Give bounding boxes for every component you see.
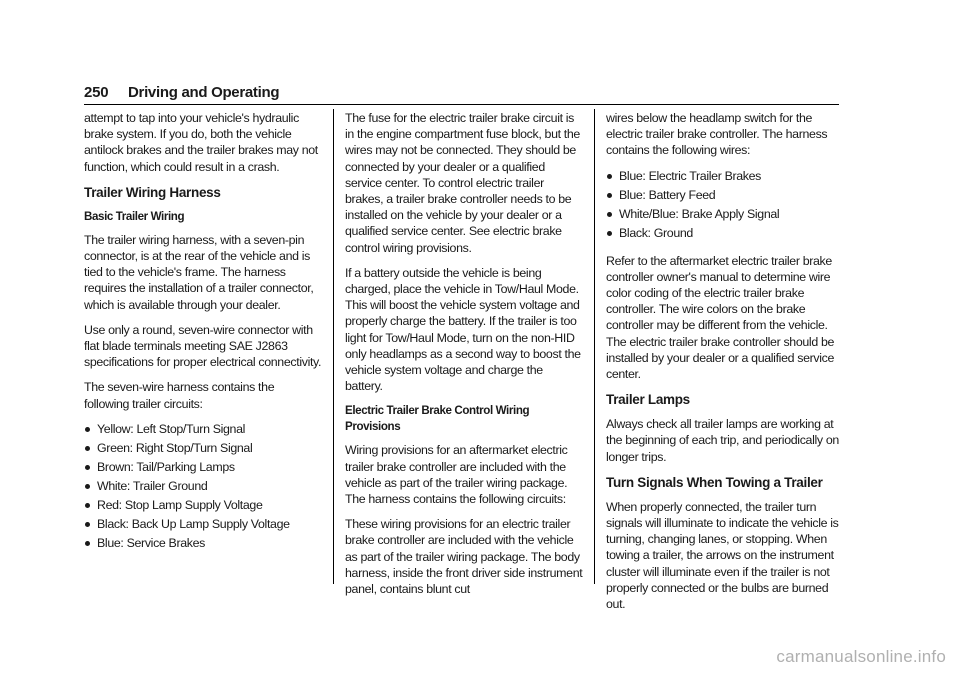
- col1-paragraph-1: The trailer wiring harness, with a seven-pin connector, is at the rear of the vehicle and is tied to the vehicle's frame. The harness requires the installation of a trailer connector, which is available through your dealer.: [84, 232, 314, 312]
- list-item: Black: Back Up Lamp Supply Voltage: [84, 516, 322, 535]
- col2-paragraph-4: These wiring provisions for an electric trailer brake controller are included with the vehicle as part of the trailer wiring package. The body harness, inside the front driver side instrument panel, contains blunt cut: [345, 517, 583, 597]
- col3-paragraph-4: When properly connected, the trailer turn signals will illuminate to indicate the vehicle is turning, changing lanes, or stopping. When towing a trailer, the arrows on the instrument cluster will illuminate even if the trailer is not properly connected or the bulbs are burned out.: [606, 499, 839, 612]
- heading-turn-signals: Turn Signals When Towing a Trailer: [606, 474, 823, 490]
- page-header: [84, 84, 839, 104]
- subheading-basic-trailer-wiring: Basic Trailer Wiring: [84, 209, 185, 223]
- list-item: White/Blue: Brake Apply Signal: [606, 206, 844, 225]
- list-item: Green: Right Stop/Turn Signal: [84, 440, 322, 459]
- list-item: Red: Stop Lamp Supply Voltage: [84, 497, 322, 516]
- col3-paragraph-3: Always check all trailer lamps are working at the beginning of each trip, and periodically on longer trips.: [606, 417, 839, 464]
- column-3: [606, 110, 844, 621]
- col3-paragraph-1: wires below the headlamp switch for the electric trailer brake controller. The harness contains the following wires:: [606, 111, 828, 158]
- header-rule: [84, 104, 839, 105]
- list-item: Black: Ground: [606, 225, 844, 244]
- brake-wires-list: [606, 168, 844, 244]
- column-divider: [333, 109, 334, 584]
- subheading-brake-control-wiring: Electric Trailer Brake Control Wiring Provisions: [345, 404, 530, 434]
- section-title: Driving and Operating: [128, 84, 280, 101]
- list-item: Blue: Service Brakes: [84, 535, 322, 554]
- col1-paragraph-3: The seven-wire harness contains the following trailer circuits:: [84, 380, 275, 411]
- col2-paragraph-1: The fuse for the electric trailer brake circuit is in the engine compartment fuse block, but the wires may not be connected. They should be connected by your dealer or a qualified service center. To control electric trailer brakes, a trailer brake controller needs to be installed on the vehicle by your dealer or a qualified service center. See electric brake control wiring provisions.: [345, 111, 580, 255]
- col2-paragraph-3: Wiring provisions for an aftermarket electric trailer brake controller are included with the vehicle as part of the trailer wiring package. The harness contains the following circuits:: [345, 443, 568, 507]
- page-number: 250: [84, 84, 109, 101]
- list-item: White: Trailer Ground: [84, 478, 322, 497]
- col2-paragraph-2: If a battery outside the vehicle is being charged, place the vehicle in Tow/Haul Mode. This will boost the vehicle system voltage and properly charge the battery. If the trailer is too light for Tow/Haul Mode, turn on the non-HID only headlamps as a second way to boost the vehicle system voltage and charge the battery.: [345, 265, 581, 394]
- heading-trailer-lamps: Trailer Lamps: [606, 392, 690, 408]
- heading-trailer-wiring-harness: Trailer Wiring Harness: [84, 184, 221, 200]
- list-item: Yellow: Left Stop/Turn Signal: [84, 421, 322, 440]
- watermark-text: carmanualsonline.info: [776, 647, 946, 666]
- list-item: Blue: Electric Trailer Brakes: [606, 168, 844, 187]
- trailer-circuits-list: [84, 421, 322, 554]
- col1-paragraph-2: Use only a round, seven-wire connector with flat blade terminals meeting SAE J2863 specifications for proper electrical connectivity.: [84, 322, 322, 370]
- column-1: [84, 110, 322, 563]
- col3-paragraph-2: Refer to the aftermarket electric trailer brake controller owner's manual to determine wire color coding of the electric trailer brake controller. The wire colors on the brake controller may be different from the vehicle. The electric trailer brake controller should be installed by your dealer or a qualified service center.: [606, 253, 835, 382]
- list-item: Brown: Tail/Parking Lamps: [84, 459, 322, 478]
- column-2: [345, 110, 583, 606]
- col1-intro: attempt to tap into your vehicle's hydraulic brake system. If you do, both the vehicle antilock brakes and the trailer brakes may not function, which could result in a crash.: [84, 111, 318, 174]
- list-item: Blue: Battery Feed: [606, 187, 844, 206]
- column-divider: [594, 109, 595, 584]
